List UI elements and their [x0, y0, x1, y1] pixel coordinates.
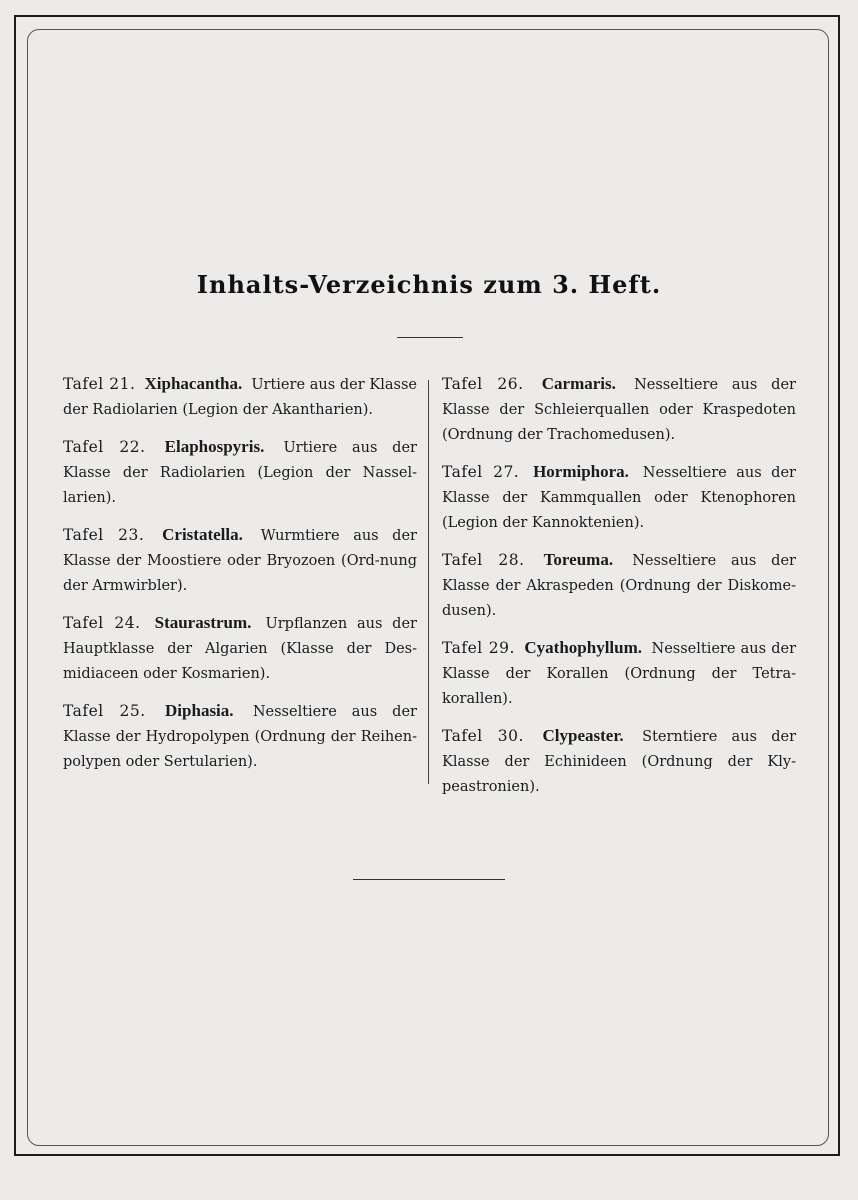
contents-entry: [442, 548, 796, 623]
contents-entry: [442, 372, 796, 447]
species-description: Nesseltiere aus der Klasse der Schleierquallen oder Kraspedoten (Ordnung der Trachomedusen).: [442, 377, 796, 443]
plate-number: Tafel 22.: [63, 438, 146, 456]
species-name: Diphasia.: [165, 701, 234, 720]
bottom-divider: [353, 879, 505, 880]
contents-entry: [63, 435, 417, 510]
species-name: Hormiphora.: [533, 462, 629, 481]
plate-number: Tafel 26.: [442, 375, 524, 393]
plate-number: Tafel 23.: [63, 526, 145, 544]
species-description: Nesseltiere aus der Klasse der Korallen (Ordnung der Tetra-korallen).: [442, 641, 796, 707]
species-description: Urpflanzen aus der Hauptklasse der Algarien (Klasse der Des-midiaceen oder Kosmarien).: [63, 616, 417, 682]
plate-number: Tafel 21.: [63, 375, 136, 393]
species-name: Toreuma.: [543, 550, 614, 569]
species-description: Urtiere aus der Klasse der Radiolarien (Legion der Nassel-larien).: [63, 440, 417, 506]
species-description: Nesseltiere aus der Klasse der Akraspeden (Ordnung der Diskome-dusen).: [442, 553, 796, 619]
contents-entry: [442, 724, 796, 799]
plate-number: Tafel 27.: [442, 463, 520, 481]
contents-entry: [442, 636, 796, 711]
species-name: Elaphospyris.: [164, 437, 265, 456]
plate-number: Tafel 25.: [63, 702, 146, 720]
species-name: Xiphacantha.: [144, 374, 243, 393]
contents-entry: [63, 611, 417, 686]
plate-number: Tafel 28.: [442, 551, 525, 569]
species-name: Carmaris.: [541, 374, 616, 393]
contents-entry: [63, 523, 417, 598]
species-description: Sterntiere aus der Klasse der Echinideen (Ordnung der Kly-peastronien).: [442, 729, 796, 795]
page-title: Inhalts-Verzeichnis zum 3. Heft.: [196, 270, 662, 299]
species-name: Staurastrum.: [154, 613, 252, 632]
contents-entry: [63, 699, 417, 774]
species-description: Nesseltiere aus der Klasse der Kammquallen oder Ktenophoren (Legion der Kannoktenien).: [442, 465, 796, 531]
species-description: Wurmtiere aus der Klasse der Moostiere oder Bryozoen (Ord-nung der Armwirbler).: [63, 528, 417, 594]
species-name: Clypeaster.: [542, 726, 624, 745]
contents-right-column: [442, 372, 796, 812]
plate-number: Tafel 24.: [63, 614, 141, 632]
species-description: Nesseltiere aus der Klasse der Hydropolypen (Ordnung der Reihen-polypen oder Sertularien).: [63, 704, 417, 770]
title-divider: [397, 337, 463, 338]
contents-entry: [442, 460, 796, 535]
plate-number: Tafel 30.: [442, 727, 524, 745]
species-name: Cristatella.: [162, 525, 243, 544]
plate-number: Tafel 29.: [442, 639, 515, 657]
species-description: Urtiere aus der Klasse der Radiolarien (Legion der Akantharien).: [63, 377, 417, 418]
contents-entry: [63, 372, 417, 422]
species-name: Cyathophyllum.: [524, 638, 643, 657]
column-divider: [428, 380, 429, 784]
contents-left-column: [63, 372, 417, 787]
